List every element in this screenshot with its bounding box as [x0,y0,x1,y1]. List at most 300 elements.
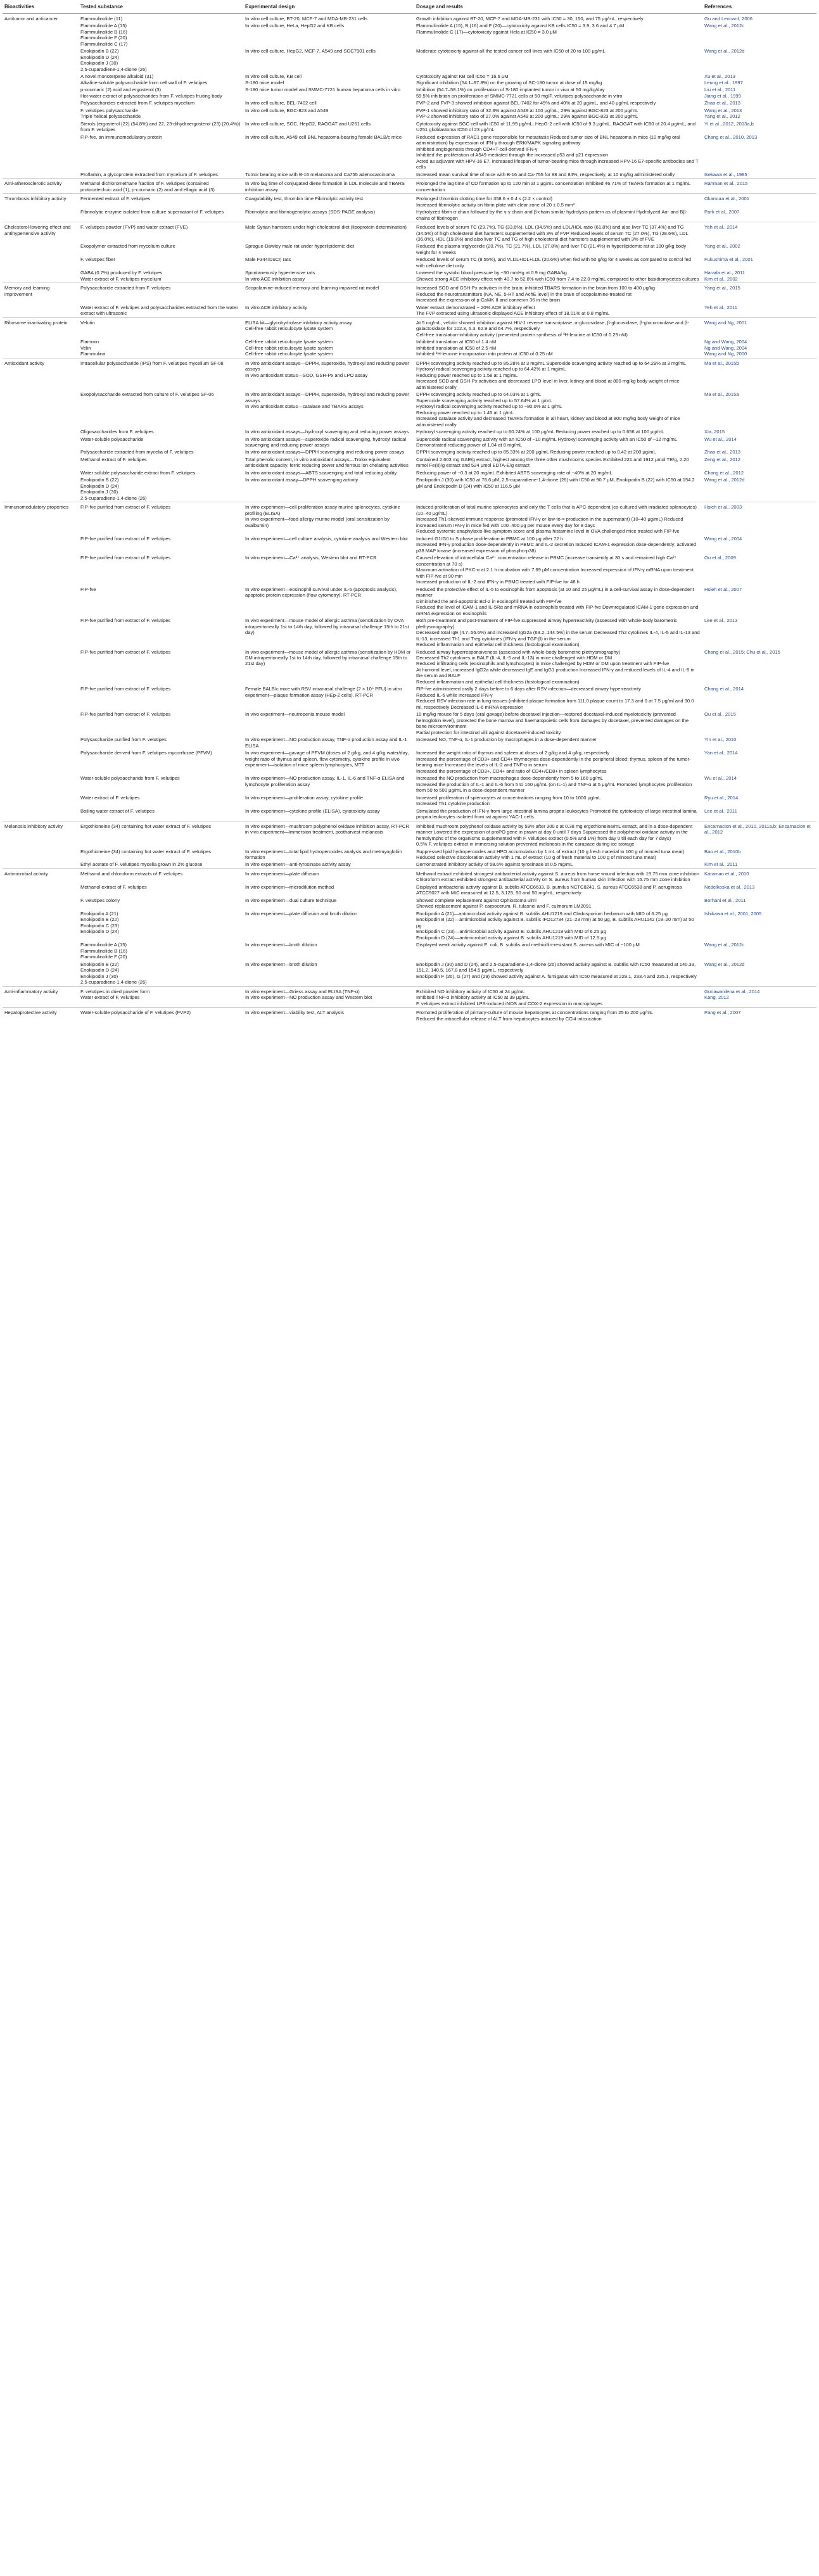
cell-experimental-design [243,476,414,502]
cell-tested-substance [79,269,243,282]
cell-references-line[interactable]: Park et al., 2007 [704,209,740,215]
cell-references-line[interactable]: Fukushima et al., 2001 [704,257,753,263]
cell-bioactivity: Antimicrobial activity [3,868,79,883]
cell-experimental-design-line: In vivo experiment—mouse model of allergic asthma (sensitization by OVA intraperitoneally 1st to 14th day, followed by intranasal challenge 15th to 21st day) [245,618,409,636]
cell-bioactivity: Melanosis inhibitory activity [3,821,79,847]
cell-references-line[interactable]: Gu and Leonard, 2006 [704,16,753,22]
cell-experimental-design-line: In vitro experiment—cell culture analysis, cytokine analysis and Western blot [245,535,408,542]
cell-bioactivity [3,749,79,775]
cell-references-line[interactable]: Wang and Ng, 2000 [704,351,747,357]
cell-experimental-design-line: In vitro antioxidant assays—ABTS scavenging and total reducing ability [245,469,397,476]
cell-dosage-results [414,897,702,910]
cell-dosage-results-line: Reduced the intracellular release of ALT from hepatocytes induced by CCl4 intoxication [416,1015,602,1022]
cell-references [702,22,816,48]
header-dosage-results: Dosage and results [414,1,702,14]
cell-tested-substance-line: GABA (0.7%) produced by F. velutipes [80,270,163,276]
cell-experimental-design-line: In vitro experiment—cell proliferation assay murine splenocytes, cytokine profiling (ELISA) [245,504,400,516]
cell-references [702,685,816,711]
cell-references-line[interactable]: Wang et al., 2012d [704,477,745,483]
cell-tested-substance-line: Polysaccharide extracted from mycelia of F. velutipes [80,449,194,455]
cell-references-line[interactable]: Zhao et al., 2013 [704,449,740,455]
cell-experimental-design-line: Coagulability test, thrombin time Fibrinolytic activity test [245,196,364,202]
cell-experimental-design-line: Fibrinolytic and fibrinogenolytic assays (SDS-PAGE analysis) [245,209,375,215]
cell-tested-substance-line: Water extract of F. velutipes and polysaccharides extracted from the water extract with ultrasonic [80,304,238,317]
cell-bioactivity [3,535,79,554]
cell-references [702,269,816,282]
cell-tested-substance [79,617,243,648]
cell-experimental-design [243,391,414,428]
cell-dosage-results-line: Increased IFN-γ production dose-dependently in PBMC and IL-2 secretion Induced ICAM-1 expression dose-dependently; activated p38 MAP kinase (increased expression of phospho-p38) [416,542,696,554]
cell-tested-substance-line: Oligosaccharides from F. velutipes [80,429,154,435]
cell-dosage-results [414,208,702,222]
cell-tested-substance-line: Alkaline-soluble polysaccharide from cell wall of F. velutipes [80,79,208,86]
cell-dosage-results-line: Inhibited the proliferation of A549 mediated through the increased p53 and p21 expression [416,152,609,158]
cell-dosage-results-line: Hydrolyzed fibrin α-chain followed by the γ-γ chain and β-chain similar hydrolysis pattern as of plasmin/ Hydrolyzed Aα- and Bβ- chains of fibrinogen [416,209,688,221]
cell-bioactivity: Thrombosis inhibitory activity [3,194,79,208]
cell-references-line[interactable]: Yi et al., 2012, 2013a,b [704,120,754,127]
cell-experimental-design-line: In vitro experiment—broth dilution [245,961,317,967]
cell-dosage-results [414,243,702,256]
cell-bioactivity [3,884,79,897]
cell-dosage-results-line: Reduced the protective effect of IL-5 to eosinophils from apoptosis (at 10 and 25 μg/mL) in a cell-survival assay in dose-dependent manner [416,586,694,599]
cell-dosage-results [414,179,702,194]
cell-dosage-results-line: Enokipodin C (23)—antimicrobial activity against B. subtilis AHU1219 with MID of 6.25 μg [416,929,606,935]
table-row [3,86,816,99]
cell-dosage-results [414,391,702,428]
cell-dosage-results-line: Superoxide scavenging activity reached up to 57.64% at 1 g/mL [416,397,552,403]
table-row [3,48,816,73]
cell-dosage-results-line: Increased mean survival time of mice with B-16 and Ca-755 for 88 and 84%, respectively, at 10 mg/kg administered orally [416,171,675,177]
cell-tested-substance-line: Triple helical polysaccharide [80,113,141,120]
cell-references-line[interactable]: Lee et al., 2011 [704,808,737,814]
cell-experimental-design [243,986,414,1007]
cell-references [702,14,816,23]
cell-references-line[interactable]: Ou et al., 2015 [704,711,736,718]
cell-references [702,711,816,736]
cell-experimental-design-line: ELISA kit—glycohydrolase inhibitory activity assay [245,319,352,326]
cell-tested-substance-line: Water extract of F. velutipes [80,794,140,801]
cell-tested-substance-line: Polysaccharides extracted from F. velutipes mycelium [80,100,195,106]
cell-references [702,107,816,120]
cell-experimental-design-line: In vivo antioxidant status—SOD, GSH-Px and LPO assay [245,372,368,378]
cell-references-line[interactable]: Xia, 2015 [704,429,725,435]
cell-references-line[interactable]: Ou et al., 2009 [704,555,736,561]
cell-experimental-design [243,456,414,469]
table-row [3,736,816,749]
header-row [3,1,816,14]
cell-dosage-results [414,736,702,749]
cell-bioactivity [3,48,79,73]
cell-dosage-results-line: Increased proliferation of splenocytes at concentrations ranging from 10 to 1000 μg/mL [416,794,601,801]
cell-references-line[interactable]: Leung et al., 1997 [704,79,743,86]
cell-experimental-design [243,861,414,868]
cell-tested-substance-line: 2,5-cuparadiene-1,4-dione (26) [80,66,147,72]
cell-references-line[interactable]: Yang et al., 2015 [704,285,740,291]
cell-experimental-design [243,711,414,736]
cell-references-line[interactable]: Pang et al., 2007 [704,1010,741,1016]
cell-tested-substance-line: Flammulinolide A (15) [80,23,127,29]
cell-experimental-design [243,868,414,883]
cell-tested-substance [79,711,243,736]
cell-references-line[interactable]: Ikekawa et al., 1985 [704,171,747,177]
cell-references-line[interactable]: Wang et al., 2013 [704,107,742,113]
cell-bioactivity [3,391,79,428]
table-row [3,179,816,194]
cell-tested-substance [79,317,243,338]
cell-bioactivity [3,617,79,648]
table-row [3,469,816,476]
cell-references [702,358,816,391]
cell-tested-substance-line: Enokipodin B (22) [80,48,119,54]
cell-experimental-design [243,48,414,73]
cell-references-line[interactable]: Rahman et al., 2015 [704,181,748,187]
cell-references-line[interactable]: Ryu et al., 2014 [704,794,739,801]
cell-bioactivity [3,586,79,617]
cell-dosage-results-line: Significant inhibition (54.1–97.8%) on the growing of SC-180 tumor at dose of 15 mg/kg [416,79,602,86]
cell-references-line[interactable]: Gunawardena et al., 2014 [704,988,760,994]
cell-tested-substance [79,107,243,120]
cell-experimental-design [243,73,414,86]
cell-dosage-results [414,99,702,106]
cell-references [702,391,816,428]
cell-references [702,808,816,821]
cell-references-line[interactable]: Kim et al., 2002 [704,276,738,282]
cell-references [702,848,816,861]
cell-references-line[interactable]: Xu et al., 2013 [704,73,735,80]
table-row [3,685,816,711]
cell-references [702,535,816,554]
cell-bioactivity [3,794,79,808]
cell-tested-substance-line: Flammulinolide B (16) [80,29,127,35]
cell-dosage-results [414,269,702,282]
cell-dosage-results-line: Enokipodin F (26), G (27) and (29) showed activity against A. fumigatus with IC50 measured at 229.1, 233.4 and 235.1, respectively [416,973,697,979]
cell-tested-substance-line: Exopolymer extracted from mycelium culture [80,243,175,250]
cell-dosage-results-line: Maximum activation of PKC-α at 2.1 h incubation with 7.69 μM concentration Increased expression of IFN-γ mRNA upon treatment with FIP-fve at 90 min [416,567,694,579]
cell-tested-substance-line: p-coumaric (2) acid and ergosterol (3) [80,87,162,93]
cell-tested-substance [79,910,243,941]
cell-bioactivity: Immunomodulatory properties [3,502,79,535]
cell-experimental-design-line: In vitro experiment—microdilution method [245,884,334,890]
cell-tested-substance-line: FIP-fve purified from extract of F. velutipes [80,711,171,718]
cell-dosage-results [414,649,702,686]
cell-experimental-design-line: In vitro experiment—mushroom polyphenol oxidase inhibition assay, RT-PCR in vivo experiment—Immersion treatment, postharvest melanosis [245,823,409,835]
cell-tested-substance [79,436,243,449]
cell-experimental-design [243,897,414,910]
cell-references-line[interactable]: Yan et al., 2014 [704,750,738,756]
cell-tested-substance-line: A novel monoterpene alkaloid (31) [80,73,154,80]
cell-bioactivity [3,134,79,171]
cell-references-line[interactable]: Yeh et al., 2011 [704,304,737,310]
cell-experimental-design-line: In vitro experiment—proliferation assay, cytokine profile [245,794,363,801]
cell-references-line[interactable]: Zeng et al., 2012 [704,456,740,462]
cell-references-line[interactable]: Harada et al., 2011 [704,270,746,276]
cell-dosage-results [414,107,702,120]
cell-references [702,283,816,304]
cell-dosage-results [414,848,702,861]
cell-references-line[interactable]: Chang et al., 2012 [704,469,744,476]
cell-tested-substance-line: FIP-fve purified from extract of F. velutipes [80,618,171,624]
cell-references-line[interactable]: Wu et al., 2014 [704,775,737,782]
table-row [3,502,816,535]
cell-tested-substance-line: Flammulinolide C (17) [80,41,128,47]
cell-tested-substance-line: Proflamin, a glycoprotein extracted from mycelium of F. velutipes [80,171,218,177]
cell-references-line[interactable]: Zhao et al., 2013 [704,100,740,106]
cell-bioactivity [3,476,79,502]
cell-references-line[interactable]: Wang et al., 2012c [704,942,745,948]
cell-experimental-design-line: In vivo experiment—gavage of PFVM (doses of 2 g/kg, and 4 g/kg water/day, weight ratio of thymus and spleen, flow cytometry, cytokine profile in vivo experiment—isolation of mice spleen lymphocytes, MTT [245,750,409,768]
cell-dosage-results-line: Inhibited translation at IC50 of 2.5 nM [416,345,497,351]
cell-tested-substance [79,736,243,749]
cell-references [702,617,816,648]
cell-dosage-results [414,256,702,269]
cell-references [702,897,816,910]
cell-tested-substance [79,448,243,455]
cell-references-line[interactable]: Hsieh et al., 2007 [704,586,742,592]
cell-tested-substance [79,821,243,847]
table-row [3,73,816,86]
cell-references-line[interactable]: Wang et al., 2012d [704,961,745,967]
cell-bioactivity [3,428,79,435]
cell-dosage-results [414,821,702,847]
cell-references [702,48,816,73]
cell-dosage-results-line: Induced proliferation of total murine splenocytes and only the T cells that is APC-dependent (co-cultured with irradiated splenocytes) (10–40 μg/mL) [416,504,697,516]
table-row [3,448,816,455]
table-row [3,99,816,106]
cell-references-line[interactable]: Ma et al., 2015a [704,391,739,398]
cell-dosage-results-line: Hydroxyl radical scavenging activity reached up to ~80.0% at 1 g/mL [416,403,562,410]
cell-dosage-results-line: Inhibition (54.7–58.1%) on proliferation of S-180 implanted tumor in vivo at 50 mg/kg/day [416,87,605,93]
cell-references-line[interactable]: Wang et al., 2012d [704,48,745,54]
table-row [3,243,816,256]
cell-dosage-results-line: Lowered the systolic blood pressure by ~30 mmHg at 0.9 mg GABA/kg [416,270,567,276]
cell-references [702,304,816,317]
cell-references-line[interactable]: Jiang et al., 1999 [704,92,741,99]
cell-dosage-results-line: Displayed weak activity against E. coli, B. subtilis and methicillin-resistant S. aureus with MIC of ~100 μM [416,942,640,948]
cell-dosage-results-line: Increased catalase activity and decreased TBARS formation in all heart, kidney and blood at 800 mg/kg body weight of mice administered orally [416,416,680,428]
cell-tested-substance [79,256,243,269]
header-bioactivities: Bioactivities [3,1,79,14]
cell-dosage-results [414,469,702,476]
cell-tested-substance-line: Sterols (ergosterol (22) (54.8%) and 22, 23-dihydroergosterol (23) (20.4%)) from F. velutipes [80,120,241,133]
cell-references [702,736,816,749]
cell-experimental-design-line: S-180 mice model [245,79,284,86]
cell-experimental-design [243,120,414,134]
table-row [3,22,816,48]
cell-references-line[interactable]: Chang et al., 2010, 2013 [704,134,758,140]
cell-references-line[interactable]: Kang, 2012 [704,994,729,1001]
cell-experimental-design [243,134,414,171]
cell-bioactivity [3,269,79,282]
cell-experimental-design-line: Cell-free rabbit reticulocyte lysate system [245,339,333,345]
cell-references-line[interactable]: Ishikawa et al., 2001, 2005 [704,910,762,917]
cell-tested-substance [79,685,243,711]
cell-bioactivity [3,848,79,861]
cell-tested-substance-line: Ergothioneine (34) containing hot water extract of F. velutipes [80,823,211,829]
cell-experimental-design-line: Tumor bearing mice with B-16 melanoma and Ca755 adenocarcinoma [245,171,395,177]
cell-dosage-results-line: Increased NO, TNF-α, IL-1 production by macrophages in a dose-dependent manner [416,737,597,743]
table-row [3,848,816,861]
cell-references-line[interactable]: Chang et al., 2015; Chu et al., 2015 [704,649,780,655]
cell-tested-substance-line: Enokipodin J (30) [80,489,118,495]
cell-references-line[interactable]: Yeh et al., 2014 [704,224,738,231]
table-row [3,649,816,686]
cell-experimental-design [243,794,414,808]
cell-tested-substance-line: Water extract of F. velutipes mycelium [80,276,162,282]
cell-experimental-design-line: Sprague-Dawley male rat under hyperlipidemic diet [245,243,355,250]
cell-references-line[interactable]: Okamura et al., 2001 [704,196,749,202]
cell-dosage-results-line: F. velutipes extract inhibited LPS-induced iNOS and COX-2 expression in macrophages [416,1000,603,1006]
cell-experimental-design [243,649,414,686]
cell-references [702,456,816,469]
cell-experimental-design-line: In vitro antioxidant assays—DPPH, superoxide, hydroxyl and reducing power assays [245,391,409,403]
table-row [3,808,816,821]
cell-references-line[interactable]: Encarnacion et al., 2010, 2011a,b; Encarnacion et al., 2012 [704,823,811,835]
table-row [3,14,816,23]
cell-tested-substance-line: Fibrinolytic enzyme isolated from culture supernatant of F. velutipes [80,209,224,215]
cell-dosage-results-line: Diminished the anti-apoptotic Bcl-2 in eosinophil treated with FIP-fve [416,598,562,604]
cell-experimental-design-line: In vitro ACE inhibitory activity [245,304,307,310]
cell-bioactivity [3,107,79,120]
cell-dosage-results-line: Reducing power reached up to 1.58 at 1 mg/mL [416,372,518,378]
table-row [3,222,816,243]
cell-bioactivity: Memory and learning improvement [3,283,79,304]
cell-references-line[interactable]: Bao et al., 2010b [704,848,741,854]
cell-dosage-results [414,586,702,617]
cell-experimental-design-line: Female BALB/c mice with RSV intranasal challenge (2 × 10⁵ PFU) in vitro experiment—plaque formation assay (HEp-2 cells), RT-PCR [245,686,402,698]
cell-references-line[interactable]: Yin et al., 2010 [704,737,737,743]
cell-bioactivity [3,338,79,358]
cell-dosage-results-line: Inhibited ³H-leucine incorporation into protein at IC50 of 0.25 nM [416,351,553,357]
table-row [3,476,816,502]
cell-dosage-results-line: DPPH scavenging activity reached up to 64.03% at 1 g/mL [416,391,542,398]
cell-references-line[interactable]: Wu et al., 2014 [704,436,737,442]
cell-experimental-design-line: In vitro experiment—Griess assay and ELISA (TNF-α) [245,988,360,994]
cell-experimental-design-line: In vitro antioxidant assays—DPPH scavenging and reducing power assays [245,449,405,455]
cell-tested-substance [79,868,243,883]
cell-experimental-design [243,448,414,455]
cell-tested-substance-line: Enokipodin D (24) [80,929,119,935]
cell-references-line[interactable]: Kim et al., 2011 [704,861,738,868]
cell-tested-substance-line: Methanol and chloroform extracts of F. velutipes [80,870,183,877]
table-row [3,304,816,317]
cell-experimental-design [243,283,414,304]
cell-references-line[interactable]: Liu et al., 2011 [704,87,736,93]
cell-tested-substance-line: Enokipodin J (30) [80,60,118,67]
cell-tested-substance [79,848,243,861]
cell-tested-substance [79,134,243,171]
cell-experimental-design-line: In vitro cell culture, BEL-7402 cell [245,100,317,106]
cell-bioactivity [3,554,79,585]
cell-dosage-results [414,1008,702,1022]
cell-dosage-results [414,861,702,868]
cell-references-line[interactable]: Borhani et al., 2011 [704,897,746,903]
cell-dosage-results-line: Stimulated the production of IFN-γ from large intestinal lamina propria leukocytes Promoted the cytotoxicity of large intestinal lamina propria leukocytes isolated from rat against YAC-1 cells [416,808,697,820]
cell-dosage-results-line: Reduced the level of ICAM-1 and IL-5Rα and mRNA in eosinophils treated with FIP-fve Downregulated ICAM-1 gene expression and mRNA expression on eosinophils [416,604,699,616]
cell-dosage-results [414,554,702,585]
cell-dosage-results-line: Reduced inflammation and epithelial cell thickness (histological examination) [416,642,580,648]
cell-references-line[interactable]: Wang et al., 2012c [704,23,745,29]
cell-dosage-results-line: Partial protection for intestinal villi against docetaxel-induced toxicity [416,729,561,735]
cell-references-line[interactable]: Nedelkoska et al., 2013 [704,884,755,890]
cell-experimental-design [243,436,414,449]
table-row [3,358,816,391]
cell-dosage-results [414,794,702,808]
cell-references-line[interactable]: Yang et al., 2012 [704,113,740,120]
cell-tested-substance [79,222,243,243]
cell-tested-substance-line: FIP-fve [80,586,96,592]
cell-experimental-design-line: In vitro experiment—NO production assay, IL-1, IL-6 and TNF-α ELISA and lymphocyte proliferation assay [245,775,405,787]
cell-references [702,194,816,208]
cell-experimental-design [243,107,414,120]
cell-experimental-design [243,749,414,775]
cell-tested-substance-line: Polysaccharide derived from F. velutipes mycorrhizae (PFVM) [80,750,212,756]
cell-references-line[interactable]: Ng and Wang, 2004 [704,345,747,351]
cell-dosage-results-line: Induced G1/G0 to S phase proliferation in PBMC at 100 μg after 72 h [416,535,563,542]
cell-experimental-design-line: In vitro cell culture, BGC-823 and A549 [245,107,329,113]
cell-references-line[interactable]: Wang et al., 2004 [704,535,742,542]
cell-tested-substance-line: Enokipodin J (30) [80,973,118,979]
cell-bioactivity: Ribosome inactivating protein [3,317,79,338]
cell-bioactivity [3,73,79,86]
cell-dosage-results-line: DPPH scavenging activity reached up to 85.28% at 3 mg/mL Superoxide scavenging activity reached up to 64.29% at 3 mg/mL [416,360,687,366]
cell-dosage-results-line: Flammulinolide A (15), B (16) and F (20)—cytotoxicity against KB cells IC50 = 3.9, 3.6 and 4.7 μM [416,23,625,29]
cell-experimental-design [243,848,414,861]
cell-experimental-design [243,428,414,435]
cell-tested-substance [79,208,243,222]
cell-tested-substance-line: F. velutipes in dried powder form [80,988,150,994]
cell-dosage-results-line: Prolonged thrombin clotting time for 358.6 ± 0.4 s (2.2 × control) [416,196,553,202]
cell-experimental-design [243,884,414,897]
cell-references-line[interactable]: Lee et al., 2013 [704,618,738,624]
cell-tested-substance-line: Boiling water extract of F. velutipes [80,808,155,814]
cell-references-line[interactable]: Ng and Wang, 2004 [704,339,747,345]
cell-references-line[interactable]: Wang and Ng, 2001 [704,319,747,326]
cell-experimental-design-line: In vitro cell culture, A549 cell BNL hepatoma-bearing female BALB/c mice [245,134,402,140]
cell-references-line[interactable]: Hsieh et al., 2003 [704,504,742,511]
cell-tested-substance-line: F. velutipes powder (FVP) and water extract (FVE) [80,224,188,231]
cell-experimental-design-line: In vitro experiment—anti-tyrosinase activity assay [245,861,351,868]
cell-tested-substance [79,171,243,179]
cell-bioactivity: Hepatoprotective activity [3,1008,79,1022]
cell-experimental-design-line: In vitro experiment—eosinophil survival under IL-5 (apoptosis analysis), apoptotic protein expression (flow cytometry), RT-PCR [245,586,398,599]
cell-references-line[interactable]: Karaman et al., 2010 [704,870,749,877]
cell-dosage-results-line: Increased production of IL-2 and IFN-γ in PBMC treated with FIP-fve for 48 h [416,579,580,585]
cell-references-line[interactable]: Ma et al., 2015b [704,360,739,366]
cell-tested-substance [79,243,243,256]
cell-experimental-design [243,1008,414,1022]
cell-dosage-results [414,941,702,960]
cell-references-line[interactable]: Yang et al., 2002 [704,243,740,250]
cell-tested-substance-line: Enokipodin D (24) [80,483,119,489]
table-row [3,283,816,304]
cell-bioactivity [3,897,79,910]
cell-references-line[interactable]: Chang et al., 2014 [704,686,744,692]
cell-dosage-results [414,317,702,338]
cell-tested-substance-line: 2,5-cuparadiene-1,4-dione (26) [80,495,147,501]
cell-dosage-results-line: FVP-2 and FVP-3 showed inhibition against BEL-7402 for 45% and 40% at 20 μg/mL, and 40 μg/mL respectively [416,100,656,106]
cell-tested-substance-line: Enokipodin B (22) [80,917,119,923]
cell-experimental-design [243,617,414,648]
cell-dosage-results-line: Showed complete replacement against Ophiostoma ulmi [416,897,536,903]
cell-bioactivity: Anti-inflammatory activity [3,986,79,1007]
cell-dosage-results-line: Hydroxyl radical scavenging activity reached up to 64.42% at 1 mg/mL [416,366,566,372]
cell-tested-substance [79,304,243,317]
cell-dosage-results-line: Caused elevation of intracellular Ca²⁺ concentration release in PBMC (increase transiently at 30 s and remained high Ca²⁺ concentration at 70 s) [416,555,677,567]
cell-tested-substance-line: Enokipodin D (24) [80,967,119,974]
cell-references [702,134,816,171]
table-row [3,171,816,179]
cell-tested-substance-line: Exopolysaccharide extracted from culture of F. velutipes SF-06 [80,391,214,398]
